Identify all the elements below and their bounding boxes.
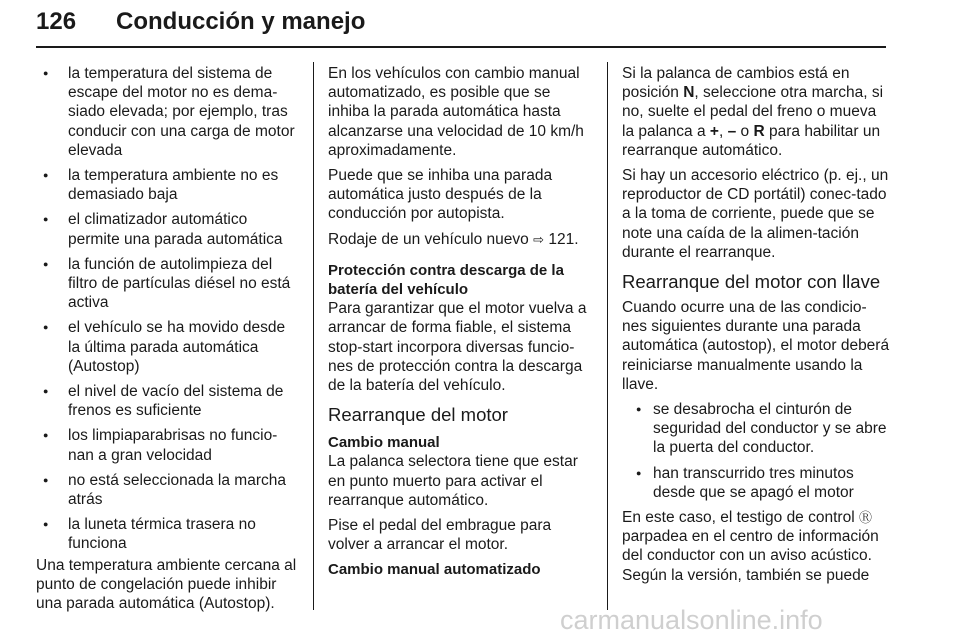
body-paragraph: Pise el pedal del embrague para volver a arrancar el motor. (328, 517, 552, 554)
condition-list (36, 64, 298, 554)
gear-n-label: N (683, 84, 695, 102)
list-item: ● la temperatura del sistema de escape del motor no es dema-siado elevada; por ejemplo, tras conducir con una carga de motor elevada (36, 64, 298, 160)
list-item: ● han transcurrido tres minutos desde que se apagó el motor (622, 464, 890, 502)
list-item: ● la función de autolimpieza del filtro de partículas diésel no está activa (36, 255, 298, 313)
body-paragraph: En los vehículos con cambio manual automatizado, es posible que se inhiba la parada automática hasta alcanzarse una velocidad de 10 km/h aproximadamente. (328, 65, 584, 159)
body-paragraph: Cuando ocurre una de las condicio-nes siguientes durante una parada automática (autostop), el motor deberá reiniciarse manualmente usando la llave. (622, 299, 890, 393)
page-ref-arrow-icon: ⇨ (533, 231, 545, 247)
section-title: Conducción y manejo (116, 8, 366, 35)
body-paragraph: Una temperatura ambiente cercana al punto de congelación puede inhibir una parada automática (Autostop). (36, 556, 297, 613)
gear-minus-label: – (727, 122, 737, 140)
list-item: ● no está seleccionada la marcha atrás (36, 471, 298, 509)
column-3 (622, 64, 890, 591)
column-divider-1 (313, 62, 314, 610)
subheading-automated-manual: Cambio manual automatizado (328, 561, 541, 579)
subheading-manual-gearbox: Cambio manual (328, 434, 440, 452)
page-header (36, 2, 886, 46)
column-divider-2 (607, 62, 608, 610)
column-1 (36, 64, 298, 619)
gear-plus-label: + (709, 122, 719, 140)
cross-reference: Rodaje de un vehículo nuevo ⇨ 121. (328, 230, 579, 248)
gear-r-label: R (753, 122, 765, 140)
heading-key-restart: Rearranque del motor con llave (622, 271, 881, 293)
body-paragraph: Para garantizar que el motor vuelva a arrancar de forma fiable, el sistema stop-start incorpora diversas funcio-nes de protección contra la descarga de la batería del vehículo. (328, 300, 587, 395)
heading-engine-restart: Rearranque del motor (328, 404, 508, 426)
header-rule (36, 46, 886, 48)
column-2 (328, 64, 594, 580)
list-item: ● los limpiaparabrisas no funcio-nan a gran velocidad (36, 426, 298, 464)
list-item: ● el vehículo se ha movido desde la última parada automática (Autostop) (36, 318, 298, 376)
subheading-battery-protection: Protección contra descarga de la batería del vehículo (328, 261, 564, 299)
body-paragraph: Si hay un accesorio eléctrico (p. ej., un reproductor de CD portátil) conec-tado a la toma de corriente, puede que se note una caída de la alimen-tación durante el rearranque. (622, 167, 889, 261)
restart-condition-list (622, 400, 890, 502)
body-paragraph: En este caso, el testigo de control Ⓡ parpadea en el centro de información del conductor con un aviso acústico. Según la versión, también se puede (622, 509, 879, 584)
body-paragraph: Si la palanca de cambios está en posición N, seleccione otra marcha, si no, suelte el pedal del freno o mueva la palanca a +, – o R para habilitar un rearranque automático. (622, 65, 884, 159)
list-item: ● el nivel de vacío del sistema de frenos es suficiente (36, 382, 298, 420)
body-paragraph: La palanca selectora tiene que estar en punto muerto para activar el rearranque automático. (328, 453, 578, 509)
page-number: 126 (36, 8, 77, 35)
watermark: carmanualsonline.info (560, 605, 823, 635)
list-item: ● la luneta térmica trasera no funciona (36, 515, 298, 553)
list-item: ● el climatizador automático permite una parada automática (36, 210, 298, 248)
autostop-indicator-icon: Ⓡ (858, 510, 872, 526)
list-item: ● se desabrocha el cinturón de seguridad del conductor y se abre la puerta del conductor. (622, 400, 890, 458)
body-paragraph: Puede que se inhiba una parada automática justo después de la conducción por autopista. (328, 167, 553, 223)
list-item: ● la temperatura ambiente no es demasiado baja (36, 166, 298, 204)
